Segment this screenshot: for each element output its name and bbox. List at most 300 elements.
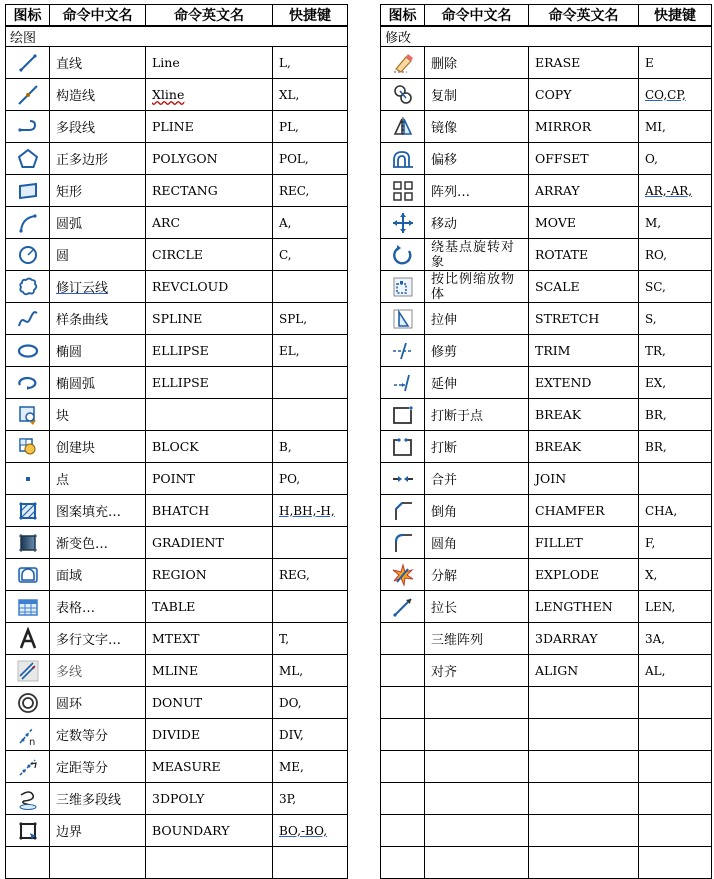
command-en-name-text: TRIM [535,343,571,358]
table-row [381,207,712,239]
shortcut-key [639,559,712,591]
icon-cell [6,399,50,431]
command-en-name [529,591,639,623]
icon-cell [6,847,50,879]
shortcut-key-text: ML, [279,663,304,678]
shortcut-key [273,783,348,815]
command-en-name-text: SPLINE [152,311,203,326]
table-row [381,79,712,111]
icon-cell [6,495,50,527]
table-row [381,463,712,495]
command-zh-name-text: 延伸 [431,377,458,392]
command-zh-name [50,143,146,175]
table-row [381,751,712,783]
shortcut-key-text: REC, [279,183,310,198]
icon-cell [6,239,50,271]
icon-cell [381,143,425,175]
section-title: 绘图 [6,26,348,47]
command-en-name-text: EXTEND [535,375,592,390]
header-row [381,5,712,27]
table-row [381,591,712,623]
shortcut-key-text: TR, [645,343,666,358]
icon-cell [381,463,425,495]
command-en-name [146,399,273,431]
table-row [6,495,348,527]
command-en-name-text: STRETCH [535,311,600,326]
3dpoly-icon [16,787,40,811]
table-row [381,527,712,559]
command-zh-name [425,783,529,815]
command-en-name [146,271,273,303]
shortcut-key [273,431,348,463]
lengthen-icon [391,595,415,619]
command-zh-name-text: 多线 [56,665,83,680]
icon-cell [381,431,425,463]
create-block-icon [16,435,40,459]
command-en-name [146,367,273,399]
gradient-icon [16,531,40,555]
command-zh-name-text: 表格… [56,601,96,616]
shortcut-key-text: ME, [279,759,304,774]
command-zh-name-text: 点 [56,473,70,488]
command-zh-name [425,591,529,623]
command-zh-name [50,847,146,879]
command-en-name [529,687,639,719]
shortcut-key [639,591,712,623]
shortcut-key-text: SPL, [279,311,308,326]
shortcut-key [273,623,348,655]
command-zh-name [50,527,146,559]
icon-cell [381,367,425,399]
shortcut-key [273,463,348,495]
command-en-name-text: CHAMFER [535,503,605,518]
shortcut-key [273,719,348,751]
shortcut-key-text: REG, [279,567,310,582]
hatch-icon [16,499,40,523]
command-zh-name-text: 修剪 [431,345,458,360]
section-row [381,26,712,47]
pline-icon [16,115,40,139]
svg-text:n: n [28,736,35,747]
command-en-name-text: MLINE [152,663,199,678]
shortcut-key-text: BR, [645,407,667,422]
command-en-name-text: GRADIENT [152,535,224,550]
icon-cell [6,751,50,783]
shortcut-key [273,559,348,591]
command-en-name [529,719,639,751]
icon-cell [6,815,50,847]
command-zh-name [425,207,529,239]
shortcut-key [639,847,712,879]
command-zh-name [425,111,529,143]
command-en-name [529,335,639,367]
icon-cell [6,431,50,463]
command-zh-name [50,719,146,751]
command-en-name [529,815,639,847]
chamfer-icon [391,499,415,523]
shortcut-key [273,751,348,783]
icon-cell [381,239,425,271]
command-zh-name-text: 渐变色… [56,537,109,552]
shortcut-key-text: RO, [645,247,667,262]
revcloud-icon [16,275,40,299]
table-row [381,303,712,335]
shortcut-key [639,143,712,175]
shortcut-key [273,847,348,879]
shortcut-key-text: M, [645,215,662,230]
donut-icon [16,691,40,715]
copy-icon [391,83,415,107]
icon-cell [381,207,425,239]
arc-icon [16,211,40,235]
command-zh-name [50,655,146,687]
command-zh-name-text: 绕基点旋转对象 [431,239,516,270]
command-zh-name [50,175,146,207]
command-zh-name-text: 复制 [431,89,458,104]
shortcut-key-text: SC, [645,279,666,294]
table-row [6,719,348,751]
table-row [6,303,348,335]
command-zh-name-text: 正多边形 [56,153,109,168]
command-en-name [146,207,273,239]
shortcut-key-text: BR, [645,439,667,454]
icon-cell [6,463,50,495]
command-en-name-text: PLINE [152,119,194,134]
icon-cell [381,847,425,879]
command-zh-name-text: 块 [56,409,70,424]
header-en: 命令英文名 [529,5,639,27]
shortcut-key-text: CHA, [645,503,678,518]
table-row [381,175,712,207]
scale-icon [391,275,415,299]
command-en-name [529,783,639,815]
command-zh-name [425,815,529,847]
table-row [6,463,348,495]
divide-icon [16,723,40,747]
section-row [6,26,348,47]
table-row [381,719,712,751]
shortcut-key [273,111,348,143]
icon-cell [6,367,50,399]
header-zh: 命令中文名 [425,5,529,27]
command-en-name-text: BLOCK [152,439,199,454]
shortcut-key [273,79,348,111]
table-row [381,847,712,879]
xline-icon [16,83,40,107]
command-en-name [146,335,273,367]
shortcut-key [273,495,348,527]
command-en-name-text: RECTANG [152,183,218,198]
table-row [6,335,348,367]
shortcut-key [639,47,712,79]
command-zh-name-text: 椭圆 [56,345,83,360]
command-zh-name-text: 矩形 [56,185,83,200]
command-en-name-text: ELLIPSE [152,375,209,390]
icon-cell [381,655,425,687]
icon-cell [6,111,50,143]
point-icon [16,467,40,491]
command-zh-name [50,623,146,655]
shortcut-key-text: 3A, [645,631,666,646]
command-zh-name [425,47,529,79]
table-row [6,527,348,559]
circle-icon [16,243,40,267]
table-row [381,239,712,271]
join-icon [391,467,415,491]
command-zh-name-text: 定数等分 [56,729,109,744]
command-en-name-text: REVCLOUD [152,279,229,294]
shortcut-key-text: B, [279,439,292,454]
icon-cell [381,495,425,527]
command-zh-name [50,431,146,463]
stretch-icon [391,307,415,331]
command-en-name-text: BREAK [535,439,582,454]
command-zh-name-text: 边界 [56,825,83,840]
command-en-name [146,623,273,655]
rectangle-icon [16,179,40,203]
command-en-name [529,271,639,303]
icon-cell [381,527,425,559]
table-row [6,367,348,399]
command-zh-name [50,79,146,111]
table-row [6,591,348,623]
command-en-name [146,687,273,719]
command-en-name [529,47,639,79]
array-icon [391,179,415,203]
shortcut-key [639,719,712,751]
command-en-name-text: TABLE [152,599,196,614]
command-en-name-text: Line [152,55,180,70]
table-row [381,495,712,527]
mtext-icon [16,627,40,651]
icon-cell [6,719,50,751]
command-en-name [146,815,273,847]
shortcut-key [639,431,712,463]
trim-icon [391,339,415,363]
command-en-name [529,847,639,879]
command-en-name [146,239,273,271]
command-en-name [529,239,639,271]
command-en-name-text: BREAK [535,407,582,422]
icon-cell [6,303,50,335]
shortcut-key-text: EL, [279,343,300,358]
command-zh-name [425,79,529,111]
table-row [381,335,712,367]
header-en: 命令英文名 [146,5,273,27]
shortcut-key-text: O, [645,151,658,166]
insert-block-icon [16,403,40,427]
shortcut-key [273,367,348,399]
command-en-name [529,399,639,431]
shortcut-key [273,271,348,303]
shortcut-key [273,303,348,335]
command-zh-name [425,431,529,463]
command-en-name-text: EXPLODE [535,567,600,582]
shortcut-key [273,687,348,719]
command-en-name-text: MIRROR [535,119,592,134]
command-en-name [146,495,273,527]
command-zh-name-text: 三维阵列 [431,633,484,648]
shortcut-key-text: L, [279,55,291,70]
shortcut-key-text: H,BH,-H, [279,503,335,518]
command-zh-name [425,239,529,271]
shortcut-key [639,527,712,559]
command-zh-name-text: 圆角 [431,537,458,552]
command-zh-name [50,303,146,335]
icon-cell [6,783,50,815]
command-zh-name [425,271,529,303]
shortcut-key-text: PL, [279,119,299,134]
shortcut-key [639,111,712,143]
command-en-name-text: ELLIPSE [152,343,209,358]
table-row [381,655,712,687]
shortcut-key [273,335,348,367]
shortcut-key [639,655,712,687]
command-en-name-text: POLYGON [152,151,218,166]
command-en-name-text: ROTATE [535,247,589,262]
command-zh-name-text: 对齐 [431,665,458,680]
command-en-name-text: BHATCH [152,503,210,518]
command-zh-name-text: 图案填充… [56,505,122,520]
command-en-name-text: MTEXT [152,631,200,646]
command-en-name [146,527,273,559]
command-en-name [529,207,639,239]
icon-cell [6,655,50,687]
command-zh-name [50,335,146,367]
command-zh-name-text: 样条曲线 [56,313,109,328]
icon-cell [6,591,50,623]
command-zh-name [425,367,529,399]
command-zh-name [425,175,529,207]
command-zh-name-text: 合并 [431,473,458,488]
command-zh-name-text: 修订云线 [56,281,109,296]
shortcut-key [273,207,348,239]
command-en-name [529,623,639,655]
command-zh-name-text: 按比例缩放物体 [431,271,516,302]
shortcut-key [273,527,348,559]
command-en-name [146,175,273,207]
shortcut-key-text: CO,CP, [645,87,686,102]
command-en-name [529,79,639,111]
icon-cell [6,527,50,559]
command-en-name [529,367,639,399]
shortcut-key-text: C, [279,247,292,262]
command-en-name-text: LENGTHEN [535,599,613,614]
table-row [381,271,712,303]
command-zh-name [425,719,529,751]
command-zh-name-text: 定距等分 [56,761,109,776]
table-row [381,431,712,463]
icon-cell [381,335,425,367]
command-zh-name-text: 拉长 [431,601,458,616]
command-en-name [529,559,639,591]
table-row [381,815,712,847]
header-icon: 图标 [6,5,50,27]
command-en-name-text: COPY [535,87,572,102]
icon-cell [381,271,425,303]
command-zh-name-text: 三维多段线 [56,793,122,808]
command-zh-name [50,687,146,719]
table-row [381,783,712,815]
command-en-name-text: DIVIDE [152,727,201,742]
table-row [6,175,348,207]
command-zh-name-text: 直线 [56,57,83,72]
move-icon [391,211,415,235]
table-row [6,815,348,847]
command-en-name [529,175,639,207]
rotate-icon [391,243,415,267]
shortcut-key [273,591,348,623]
table-row [381,399,712,431]
break-at-point-icon [391,403,415,427]
shortcut-key-text: 3P, [279,791,297,806]
command-zh-name [425,143,529,175]
header-icon: 图标 [381,5,425,27]
command-en-name-text: ARC [152,215,181,230]
command-en-name [146,655,273,687]
command-en-name [146,463,273,495]
command-zh-name [50,463,146,495]
icon-cell [381,559,425,591]
command-zh-name [425,623,529,655]
shortcut-key [639,783,712,815]
icon-cell [381,623,425,655]
shortcut-key [639,207,712,239]
header-zh: 命令中文名 [50,5,146,27]
shortcut-key [273,655,348,687]
shortcut-key [639,463,712,495]
shortcut-key [639,239,712,271]
command-zh-name-text: 倒角 [431,505,458,520]
command-zh-name-text: 移动 [431,217,458,232]
shortcut-key-text: BO,-BO, [279,823,328,838]
command-en-name [529,495,639,527]
command-en-name-text: ERASE [535,55,581,70]
icon-cell [381,175,425,207]
table-row [6,47,348,79]
table-row [381,143,712,175]
command-en-name [146,143,273,175]
command-zh-name [50,815,146,847]
icon-cell [381,815,425,847]
command-zh-name [425,335,529,367]
table-row [6,687,348,719]
region-icon [16,563,40,587]
icon-cell [6,687,50,719]
icon-cell [6,143,50,175]
spline-icon [16,307,40,331]
command-en-name-text: Xline [152,87,185,102]
command-zh-name [50,367,146,399]
icon-cell [381,111,425,143]
shortcut-key [639,687,712,719]
table-row [6,431,348,463]
command-zh-name-text: 阵列… [431,185,471,200]
icon-cell [381,399,425,431]
mirror-icon [391,115,415,139]
icon-cell [6,271,50,303]
shortcut-key [639,367,712,399]
table-row [6,847,348,879]
shortcut-key-text: AL, [645,663,666,678]
command-en-name [146,559,273,591]
shortcut-key-text: X, [645,567,658,582]
explode-icon [391,563,415,587]
command-en-name-text: 3DPOLY [152,791,205,806]
command-en-name [146,111,273,143]
shortcut-key [273,239,348,271]
header-key: 快捷键 [639,5,712,27]
